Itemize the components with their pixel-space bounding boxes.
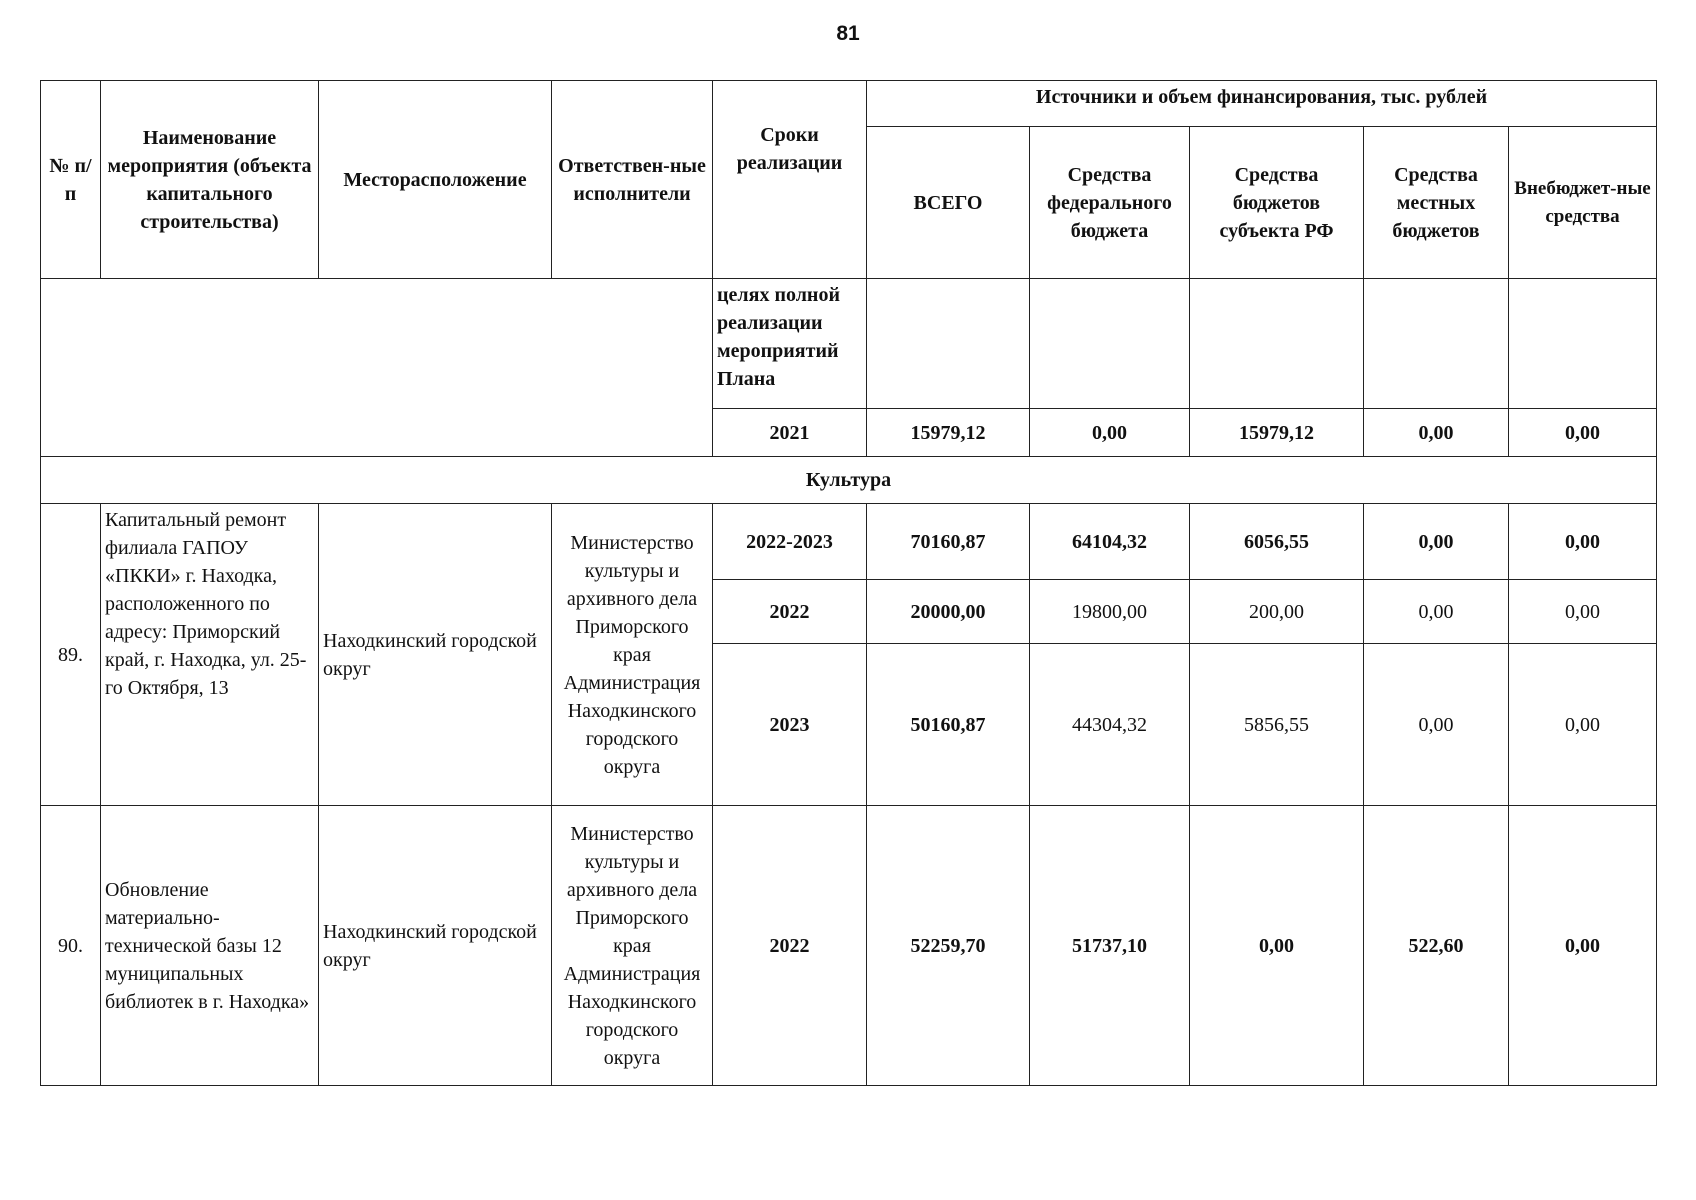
row-90-num: 90.: [41, 806, 101, 1086]
carryover-extrabudget: 0,00: [1509, 409, 1657, 457]
table-row: [41, 806, 1657, 1086]
carryover-text: целях полной реализации мероприятий Плана: [713, 279, 867, 409]
row-89-line-2-regional: 200,00: [1190, 580, 1364, 644]
row-89-line-2-federal: 19800,00: [1030, 580, 1190, 644]
header-period: Сроки реализации: [713, 81, 867, 279]
row-89-line-3-year: 2023: [713, 644, 867, 806]
carryover-empty-federal: [1030, 279, 1190, 409]
header-row-1: [41, 81, 1657, 127]
carryover-regional: 15979,12: [1190, 409, 1364, 457]
row-89-line-1-federal: 64104,32: [1030, 504, 1190, 580]
carryover-empty-total: [867, 279, 1030, 409]
section-row: [41, 457, 1657, 504]
row-89-line-3-regional: 5856,55: [1190, 644, 1364, 806]
row-89-line-1-extrabudget: 0,00: [1509, 504, 1657, 580]
carryover-empty-regional: [1190, 279, 1364, 409]
row-89-line-3-federal: 44304,32: [1030, 644, 1190, 806]
header-funding-group: Источники и объем финансирования, тыс. рублей: [867, 81, 1657, 127]
row-90-name: Обновление материально-технической базы 12 муниципальных библиотек в г. Находка»: [101, 806, 319, 1086]
header-extrabudget: Внебюджет-ные средства: [1509, 127, 1657, 279]
carryover-year: 2021: [713, 409, 867, 457]
carryover-total: 15979,12: [867, 409, 1030, 457]
row-89-line-1-total: 70160,87: [867, 504, 1030, 580]
carryover-empty-local: [1364, 279, 1509, 409]
header-responsible: Ответствен-ные исполнители: [552, 81, 713, 279]
page-number: 81: [836, 22, 860, 45]
header-location: Месторасположение: [319, 81, 552, 279]
row-90-line-1-extrabudget: 0,00: [1509, 806, 1657, 1086]
row-89-responsible: Министерство культуры и архивного дела Приморского края Администрация Находкинского городского округа: [552, 504, 713, 806]
header-name: Наименование мероприятия (объекта капитального строительства): [101, 81, 319, 279]
header-num: № п/п: [41, 81, 101, 279]
row-89-line-2-total: 20000,00: [867, 580, 1030, 644]
row-89-name: Капитальный ремонт филиала ГАПОУ «ПККИ» г. Находка, расположенного по адресу: Приморский край, г. Находка, ул. 25-го Октября, 13: [101, 504, 319, 806]
header-total: ВСЕГО: [867, 127, 1030, 279]
header-federal: Средства федерального бюджета: [1030, 127, 1190, 279]
row-89-line-3-extrabudget: 0,00: [1509, 644, 1657, 806]
header-regional: Средства бюджетов субъекта РФ: [1190, 127, 1364, 279]
carryover-empty-extrabudget: [1509, 279, 1657, 409]
row-89-line-2-local: 0,00: [1364, 580, 1509, 644]
row-90-line-1-federal: 51737,10: [1030, 806, 1190, 1086]
row-89-num: 89.: [41, 504, 101, 806]
section-title: Культура: [41, 457, 1657, 504]
row-89-line-2-extrabudget: 0,00: [1509, 580, 1657, 644]
row-89-line-3-total: 50160,87: [867, 644, 1030, 806]
table-row: [41, 504, 1657, 580]
row-90-line-1-local: 522,60: [1364, 806, 1509, 1086]
carryover-blank: [41, 279, 713, 457]
row-89-line-3-local: 0,00: [1364, 644, 1509, 806]
row-89-location: Находкинский городской округ: [319, 504, 552, 806]
row-90-line-1-year: 2022: [713, 806, 867, 1086]
row-90-line-1-total: 52259,70: [867, 806, 1030, 1086]
row-89-line-1-local: 0,00: [1364, 504, 1509, 580]
carryover-local: 0,00: [1364, 409, 1509, 457]
carryover-federal: 0,00: [1030, 409, 1190, 457]
header-local: Средства местных бюджетов: [1364, 127, 1509, 279]
row-90-location: Находкинский городской округ: [319, 806, 552, 1086]
row-90-responsible: Министерство культуры и архивного дела Приморского края Администрация Находкинского городского округа: [552, 806, 713, 1086]
row-89-line-1-regional: 6056,55: [1190, 504, 1364, 580]
row-89-line-1-year: 2022-2023: [713, 504, 867, 580]
funding-table: [40, 80, 1657, 1086]
row-90-line-1-regional: 0,00: [1190, 806, 1364, 1086]
carryover-row: [41, 279, 1657, 409]
row-89-line-2-year: 2022: [713, 580, 867, 644]
